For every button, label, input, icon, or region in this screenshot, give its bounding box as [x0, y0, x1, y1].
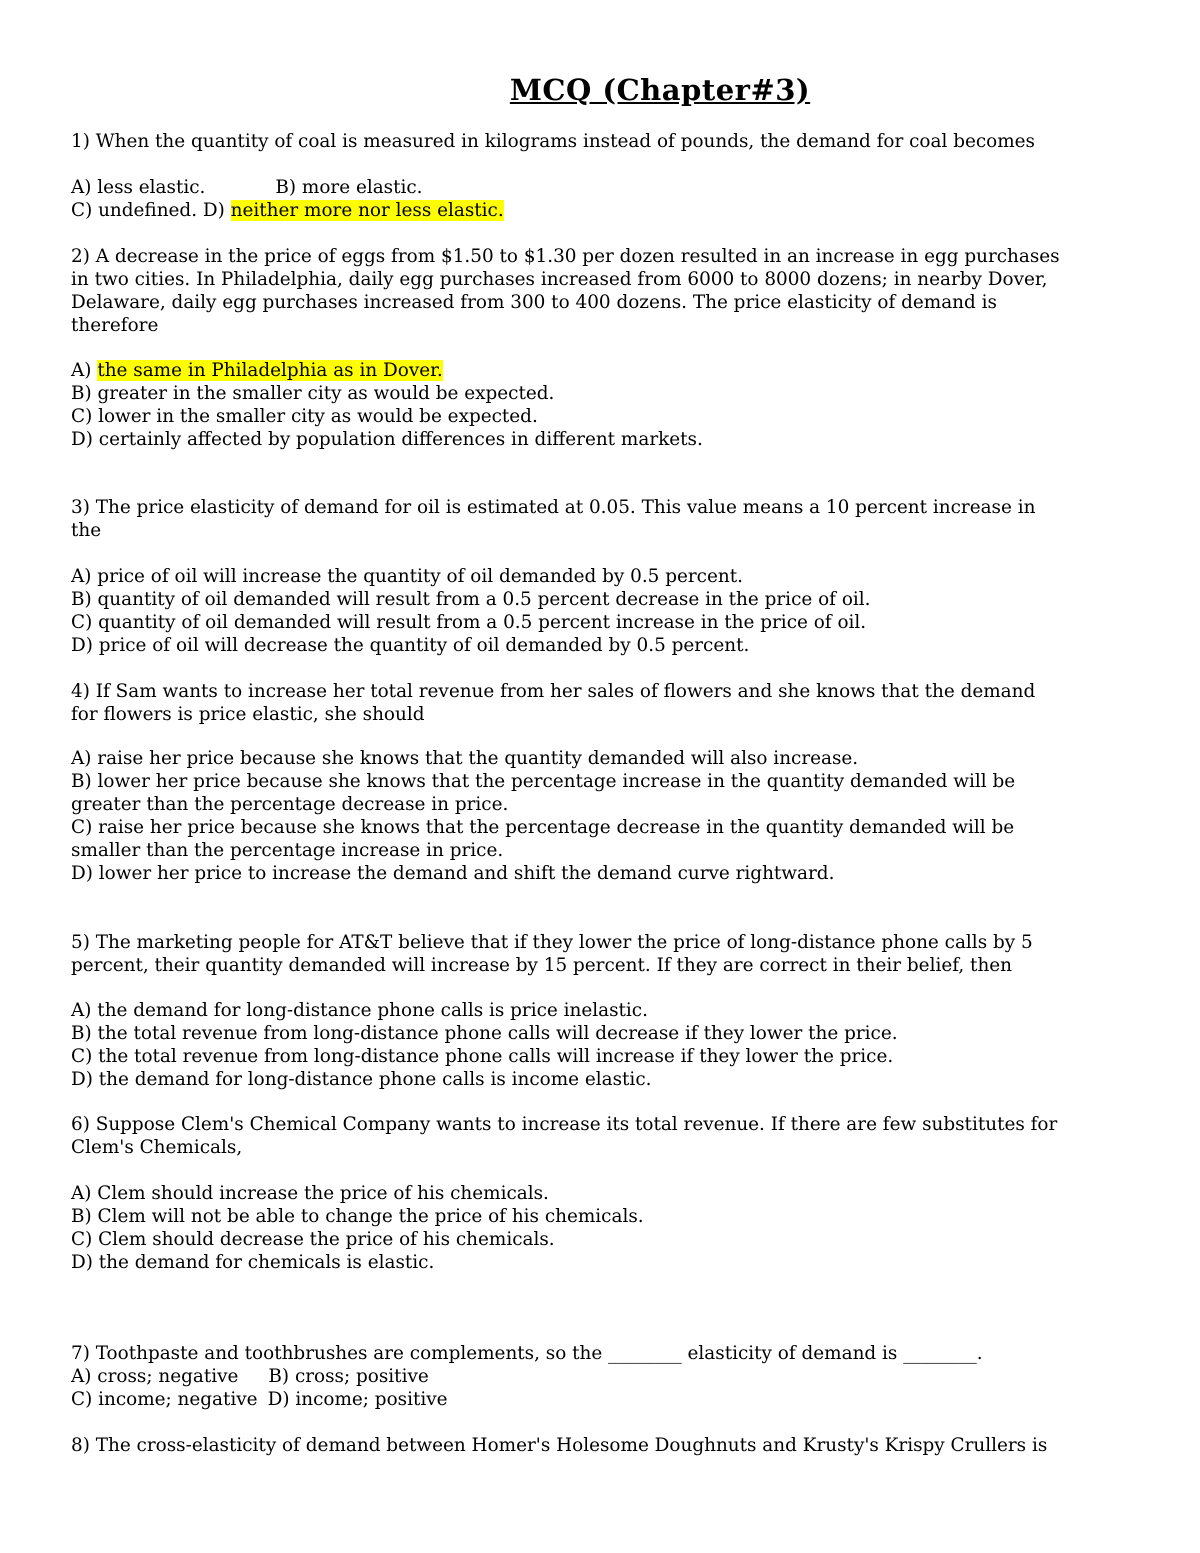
question-2-option-c: C) lower in the smaller city as would be expected.: [71, 406, 538, 427]
question-4-text: for flowers is price elastic, she should: [71, 704, 425, 725]
question-6-text: 6) Suppose Clem's Chemical Company wants to increase its total revenue. If there are few substitutes for: [71, 1114, 1058, 1135]
question-6-option-d: D) the demand for chemicals is elastic.: [71, 1252, 435, 1273]
question-2-option-a: [71, 359, 443, 382]
question-6-option-a: A) Clem should increase the price of his chemicals.: [71, 1183, 549, 1204]
question-4-option-c: smaller than the percentage increase in price.: [71, 840, 504, 861]
option-d: D) income; positive: [267, 1389, 448, 1410]
question-8-text: 8) The cross-elasticity of demand between Homer's Holesome Doughnuts and Krusty's Krispy Crullers is: [71, 1435, 1048, 1456]
option-a: A) less elastic.: [71, 177, 206, 198]
question-1-options-row-2: [71, 199, 504, 222]
question-1-options-row-1: [71, 176, 423, 199]
option-c: C) income; negative: [71, 1389, 258, 1410]
question-5-option-d: D) the demand for long-distance phone calls is income elastic.: [71, 1069, 652, 1090]
question-7-text: 7) Toothpaste and toothbrushes are complements, so the ________ elasticity of demand is ________.: [71, 1343, 983, 1364]
highlighted-answer: the same in Philadelphia as in Dover.: [97, 360, 443, 381]
question-5-text: percent, their quantity demanded will increase by 15 percent. If they are correct in their belief, then: [71, 955, 1013, 976]
question-3-option-b: B) quantity of oil demanded will result from a 0.5 percent decrease in the price of oil.: [71, 589, 871, 610]
option-b: B) more elastic.: [275, 177, 423, 198]
question-3-option-c: C) quantity of oil demanded will result from a 0.5 percent increase in the price of oil.: [71, 612, 867, 633]
question-4-text: 4) If Sam wants to increase her total revenue from her sales of flowers and she knows that the demand: [71, 681, 1036, 702]
highlighted-answer: neither more nor less elastic.: [230, 200, 504, 221]
question-5-option-c: C) the total revenue from long-distance phone calls will increase if they lower the price.: [71, 1046, 894, 1067]
question-5-option-b: B) the total revenue from long-distance phone calls will decrease if they lower the price.: [71, 1023, 898, 1044]
question-7-options-row-2: [71, 1388, 448, 1411]
question-2-option-b: B) greater in the smaller city as would be expected.: [71, 383, 555, 404]
question-3-text: the: [71, 520, 102, 541]
question-4-option-a: A) raise her price because she knows that the quantity demanded will also increase.: [71, 748, 859, 769]
question-2-text: Delaware, daily egg purchases increased from 300 to 400 dozens. The price elasticity of demand is: [71, 292, 997, 313]
question-3-option-a: A) price of oil will increase the quantity of oil demanded by 0.5 percent.: [71, 566, 743, 587]
question-6-option-c: C) Clem should decrease the price of his chemicals.: [71, 1229, 555, 1250]
question-1-text: 1) When the quantity of coal is measured in kilograms instead of pounds, the demand for coal becomes: [71, 131, 1035, 152]
question-2-text: therefore: [71, 315, 159, 336]
question-6-text: Clem's Chemicals,: [71, 1137, 243, 1158]
question-2-text: in two cities. In Philadelphia, daily egg purchases increased from 6000 to 8000 dozens; in nearby Dover,: [71, 269, 1048, 290]
question-4-option-c: C) raise her price because she knows that the percentage decrease in the quantity demanded will be: [71, 817, 1015, 838]
question-5-text: 5) The marketing people for AT&T believe that if they lower the price of long-distance phone calls by 5: [71, 932, 1033, 953]
option-b: B) cross; positive: [268, 1366, 429, 1387]
option-a: A) cross; negative: [71, 1366, 239, 1387]
question-4-option-d: D) lower her price to increase the demand and shift the demand curve rightward.: [71, 863, 835, 884]
question-4-option-b: greater than the percentage decrease in price.: [71, 794, 509, 815]
question-3-text: 3) The price elasticity of demand for oil is estimated at 0.05. This value means a 10 percent increase in: [71, 497, 1036, 518]
question-6-option-b: B) Clem will not be able to change the price of his chemicals.: [71, 1206, 644, 1227]
question-7-options-row-1: [71, 1365, 429, 1388]
question-2-text: 2) A decrease in the price of eggs from $1.50 to $1.30 per dozen resulted in an increase in egg purchases: [71, 246, 1060, 267]
question-3-option-d: D) price of oil will decrease the quantity of oil demanded by 0.5 percent.: [71, 635, 750, 656]
question-4-option-b: B) lower her price because she knows that the percentage increase in the quantity demanded will be: [71, 771, 1016, 792]
option-prefix: A): [71, 360, 98, 381]
option-c-d-prefix: C) undefined. D): [71, 200, 231, 221]
question-2-option-d: D) certainly affected by population differences in different markets.: [71, 429, 703, 450]
page-title: MCQ (Chapter#3): [509, 73, 811, 107]
question-5-option-a: A) the demand for long-distance phone calls is price inelastic.: [71, 1000, 648, 1021]
